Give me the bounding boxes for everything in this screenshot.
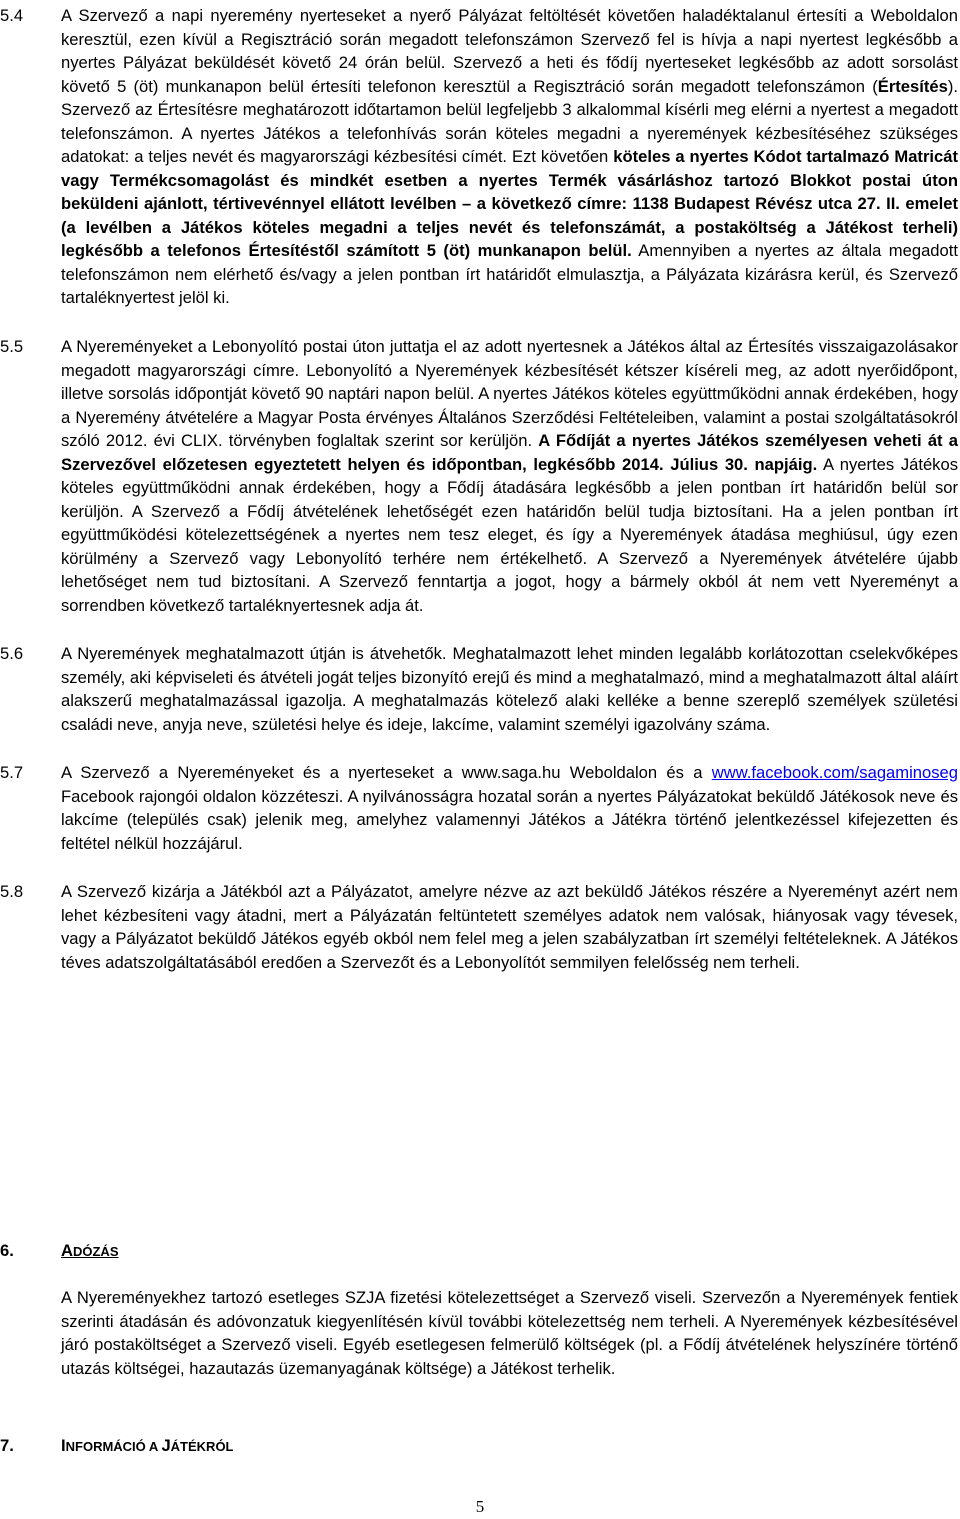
heading-number: 6. bbox=[0, 1241, 14, 1260]
heading-title: ADÓZÁS bbox=[61, 1241, 119, 1260]
section-5-5 bbox=[0, 335, 958, 617]
page-number: 5 bbox=[475, 1497, 485, 1516]
section-5-6 bbox=[0, 642, 958, 736]
section-number: 5.6 bbox=[0, 644, 24, 663]
heading-number: 7. bbox=[0, 1436, 14, 1455]
section-number: 5.7 bbox=[0, 763, 24, 782]
facebook-link[interactable]: www.facebook.com/sagaminoseg bbox=[711, 763, 958, 782]
heading-6 bbox=[0, 1239, 119, 1263]
section-5-8 bbox=[0, 880, 958, 974]
section-text: A Szervező a Nyereményeket és a nyerteseket a www.saga.hu Weboldalon és a www.facebook.com/sagaminoseg Facebook rajongói oldalon közzéteszi. A nyilvánosságra hozatal során a nyertes Pályázatokat beküldő Játékosok neve és lakcíme (település csak) jelenik meg, amelyhez valamennyi Játékos a Játékra történő jelentkezéssel kifejezetten és feltétel nélkül hozzájárul. bbox=[61, 763, 958, 853]
section-5-7 bbox=[0, 761, 958, 855]
section-text: A Szervező kizárja a Játékból azt a Pályázatot, amelyre nézve az azt beküldő Játékos részére a Nyereményt azért nem lehet kézbesíteni vagy átadni, mert a Pályázatán feltüntetett személyes adatok nem valósak, hiányosak vagy tévesek, vagy a Pályázatot beküldő Játékos egyéb okból nem felel meg a jelen szabályzatban írt személyi feltételeknek. A Játékos téves adatszolgáltatásából eredően a Szervezőt és a Lebonyolítót semmilyen felelősség nem terheli. bbox=[61, 882, 958, 972]
section-text: A Szervező a napi nyeremény nyerteseket a nyerő Pályázat feltöltését követően haladéktalanul értesíti a Weboldalon keresztül, ezen kívül a Regisztráció során megadott telefonszámon Szervező fel is hívja a napi nyertest legkésőbb a nyertes Pályázat beküldését követő 24 órán belül. Szervező a heti és fődíj nyerteseket legkésőbb az adott sorsolást követő 5 (öt) munkanapon belül értesíti telefonon keresztül a Regisztráció során megadott telefonszámon (Értesítés). Szervező az Értesítésre meghatározott időtartamon belül legfeljebb 3 alkalommal kísérli meg elérni a nyertest a megadott telefonszámon. A nyertes Játékos a telefonhívás során köteles megadni a nyeremények kézbesítéséhez szükséges adatokat: a teljes nevét és magyarországi kézbesítési címét. Ezt követően köteles a nyertes Kódot tartalmazó Matricát vagy Termékcsomagolást és mindkét esetben a nyertes Termék vásárláshoz tartozó Blokkot postai úton beküldeni ajánlott, tértivevénnyel ellátott levélben – a következő címre: 1138 Budapest Révész utca 27. II. emelet (a levélben a Játékos köteles megadni a teljes nevét és telefonszámát, a postaköltség a Játékost terheli) legkésőbb a telefonos Értesítéstől számított 5 (öt) munkanapon belül. Amennyiben a nyertes az általa megadott telefonszámon nem elérhető és/vagy a jelen pontban írt határidőt elmulasztja, a Pályázata kizárásra kerül, és Szervező tartaléknyertest jelöl ki. bbox=[61, 6, 958, 307]
heading-title: INFORMÁCIÓ A JÁTÉKRÓL bbox=[61, 1436, 234, 1455]
section-number: 5.4 bbox=[0, 6, 24, 25]
section-number: 5.8 bbox=[0, 882, 24, 901]
section-5-4 bbox=[0, 4, 958, 310]
section-number: 5.5 bbox=[0, 337, 24, 356]
section-text: A Nyereményekhez tartozó esetleges SZJA fizetési kötelezettséget a Szervező viseli. Szervezőn a Nyeremények fentiek szerinti átadásán és adóvonzatuk kiegyenlítésén kívül további kötelezettség nem terheli. A Nyeremények kézbesítésével járó postaköltséget a Szervező viseli. Egyéb esetlegesen felmerülő költségek (pl. a Fődíj átvételének helyszínére történő utazás költségei, hazautazás üzemanyagának költsége) a Játékost terhelik. bbox=[61, 1288, 958, 1378]
heading-7 bbox=[0, 1434, 234, 1458]
section-6-text bbox=[0, 1286, 958, 1380]
section-text: A Nyereményeket a Lebonyolító postai úton juttatja el az adott nyertesnek a Játékos által az Értesítés visszaigazolásakor megadott magyarországi címre. Lebonyolító a Nyeremények kézbesítését kétszer kíséreli meg, az adott nyerőidőpont, illetve sorsolás időpontját követő 90 naptári napon belül. A nyertes Játékos köteles együttműködni annak érdekében, hogy a Nyeremény átvételére a Magyar Posta érvényes Általános Szerződési Feltételeiben, valamint a postai szolgáltatásokról szóló 2012. évi CLIX. törvényben foglaltak szerint sor kerüljön. A Fődíját a nyertes Játékos személyesen veheti át a Szervezővel előzetesen egyeztetett helyen és időpontban, legkésőbb 2014. Július 30. napjáig. A nyertes Játékos köteles együttműködni annak érdekében, hogy a Fődíj átadására legkésőbb a jelen pontban írt határidőn belül sor kerüljön. A Szervező a Fődíj átvételének lehetőségét ezen határidőn belül tudja biztosítani. Ha a jelen pontban írt együttműködési kötelezettségének a nyertes nem tesz eleget, és így a Nyeremények átadása meghiúsul, úgy ezen körülmény a Szervező vagy Lebonyolító terhére nem értékelhető. A Szervező a Nyeremények átvételére újabb lehetőséget nem tud biztosítani. A Szervező fenntartja a jogot, hogy a bármely okból át nem vett Nyereményt a sorrendben következő tartaléknyertesnek adja át. bbox=[61, 337, 959, 615]
section-text: A Nyeremények meghatalmazott útján is átvehetők. Meghatalmazott lehet minden legalább korlátozottan cselekvőképes személy, aki képviseleti és átvételi jogát teljes bizonyító erejű és mind a meghatalmazó, mind a meghatalmazott által aláírt alakszerű meghatalmazással igazolja. A meghatalmazás kötelező alaki kelléke a benne szereplő személyek születési családi neve, anyja neve, születési helye és ideje, lakcíme, valamint személyi igazolvány száma. bbox=[61, 644, 958, 734]
